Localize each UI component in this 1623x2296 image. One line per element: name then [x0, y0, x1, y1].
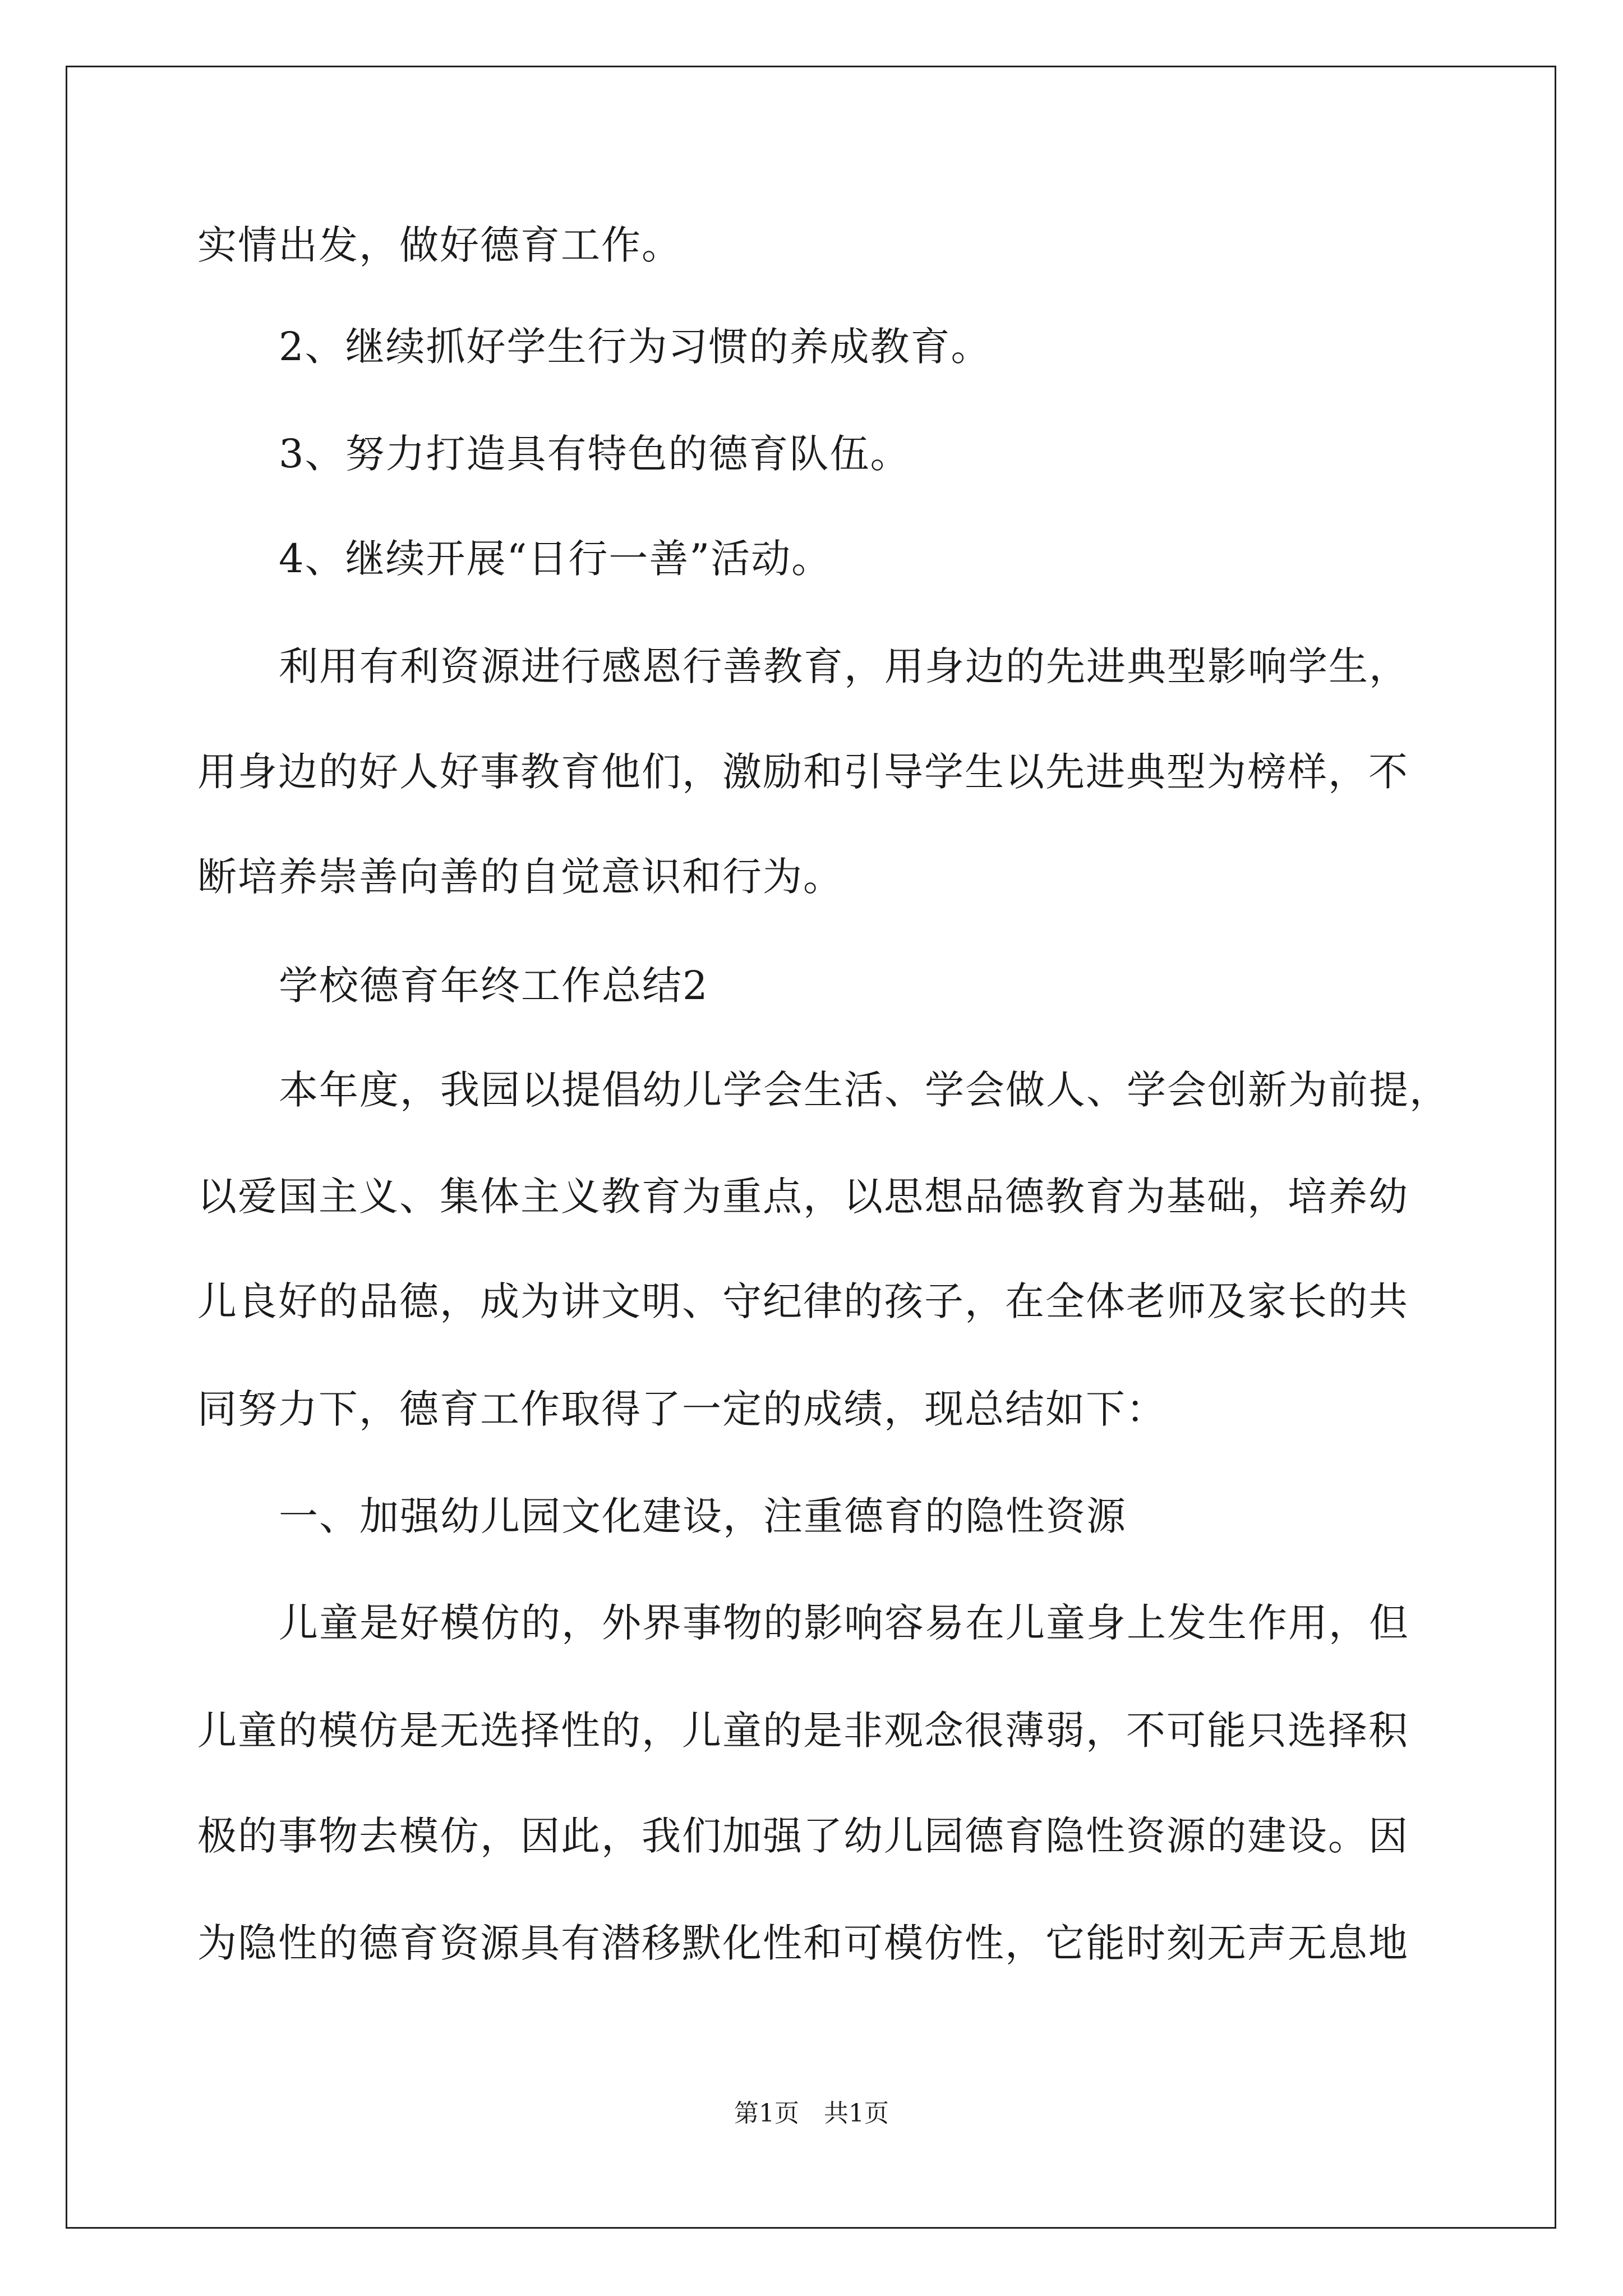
text-line: 儿良好的品德，成为讲文明、守纪律的孩子，在全体老师及家长的共	[197, 1278, 1409, 1324]
list-item: 2、继续抓好学生行为习惯的养成教育。	[279, 324, 992, 370]
text-line: 以爱国主义、集体主义教育为重点，以思想品德教育为基础，培养幼	[197, 1174, 1409, 1220]
text-line: 本年度，我园以提倡幼儿学会生活、学会做人、学会创新为前提，	[279, 1067, 1450, 1113]
text-line: 同努力下，德育工作取得了一定的成绩，现总结如下：	[197, 1386, 1166, 1432]
page-border	[66, 66, 1556, 2229]
text-line: 极的事物去模仿，因此，我们加强了幼儿园德育隐性资源的建设。因	[197, 1813, 1409, 1859]
text-line: 为隐性的德育资源具有潜移默化性和可模仿性，它能时刻无声无息地	[197, 1920, 1409, 1966]
text-line: 用身边的好人好事教育他们，激励和引导学生以先进典型为榜样，不	[197, 749, 1409, 795]
text-line: 实情出发，做好德育工作。	[197, 222, 682, 268]
page-number: 第1页 共1页	[734, 2099, 889, 2128]
text-line: 儿童的模仿是无选择性的，儿童的是非观念很薄弱，不可能只选择积	[197, 1708, 1409, 1754]
text-line: 断培养崇善向善的自觉意识和行为。	[197, 854, 843, 900]
list-item: 4、继续开展“日行一善”活动。	[279, 536, 832, 582]
text-line: 利用有利资源进行感恩行善教育，用身边的先进典型影响学生，	[279, 643, 1409, 689]
section-heading: 一、加强幼儿园文化建设，注重德育的隐性资源	[279, 1493, 1127, 1539]
section-title: 学校德育年终工作总结2	[279, 963, 709, 1009]
text-line: 儿童是好模仿的，外界事物的影响容易在儿童身上发生作用，但	[279, 1600, 1409, 1646]
list-item: 3、努力打造具有特色的德育队伍。	[279, 431, 911, 477]
